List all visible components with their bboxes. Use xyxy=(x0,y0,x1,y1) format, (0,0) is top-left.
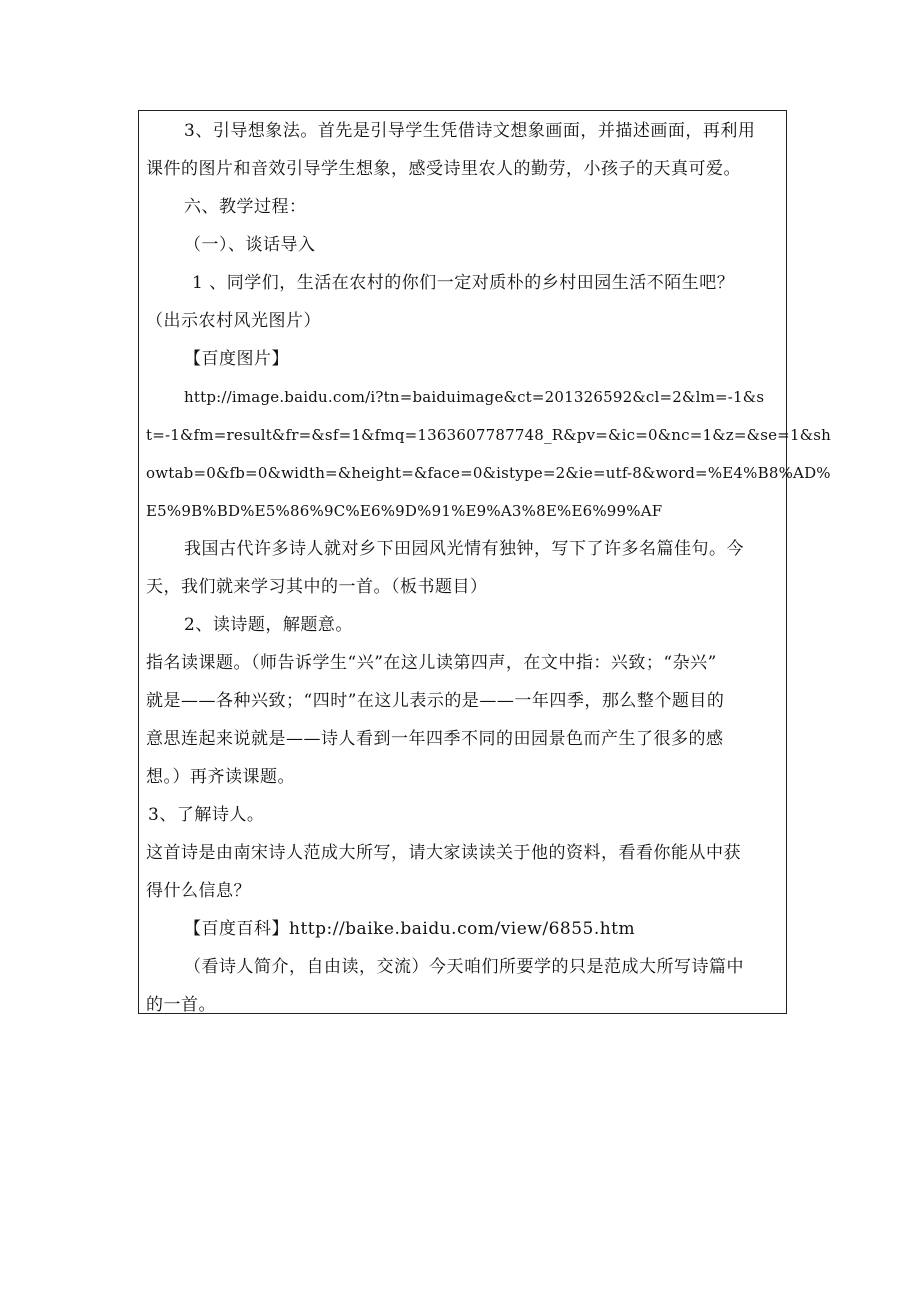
baidu-image-url-line-3[interactable]: owtab=0&fb=0&width=&height=&face=0&istype=2&ie=utf-8&word=%E4%B8%AD% xyxy=(146,464,831,482)
step-2-line-1: 指名读课题。（师告诉学生“兴”在这儿读第四声，在文中指：兴致；“杂兴” xyxy=(146,653,717,673)
poets-paragraph-line-1: 我国古代许多诗人就对乡下田园风光情有独钟，写下了许多名篇佳句。今 xyxy=(184,539,744,559)
step-1-line-1: 1 、同学们，生活在农村的你们一定对质朴的乡村田园生活不陌生吧？ xyxy=(192,273,735,293)
baidu-image-url-line-4[interactable]: E5%9B%BD%E5%86%9C%E6%9D%91%E9%A3%8E%E6%99%AF xyxy=(146,502,663,520)
baidu-baike-link-line[interactable]: 【百度百科】http://baike.baidu.com/view/6855.htm xyxy=(184,919,636,939)
baidu-image-label: 【百度图片】 xyxy=(184,349,289,369)
step-2-line-4: 想。）再齐读课题。 xyxy=(146,767,295,787)
poet-intro-line-2: 的一首。 xyxy=(146,995,216,1015)
step-3-heading: 3、了解诗人。 xyxy=(148,805,265,825)
baidu-image-url-line-1[interactable]: http://image.baidu.com/i?tn=baiduimage&ct=201326592&cl=2&lm=-1&s xyxy=(184,388,765,406)
method-3-line-1: 3、引导想象法。首先是引导学生凭借诗文想象画面，并描述画面，再利用 xyxy=(184,121,756,141)
section-heading-teaching-process: 六、教学过程： xyxy=(184,197,307,217)
step-2-line-2: 就是——各种兴致；“四时”在这儿表示的是——一年四季，那么整个题目的 xyxy=(146,691,725,711)
step-2-heading: 2、读诗题，解题意。 xyxy=(184,615,353,635)
method-3-line-2: 课件的图片和音效引导学生想象，感受诗里农人的勤劳，小孩子的天真可爱。 xyxy=(146,159,741,179)
step-1-line-2: （出示农村风光图片） xyxy=(146,311,321,331)
lesson-plan-content xyxy=(146,112,832,1024)
step-3-line-2: 得什么信息？ xyxy=(146,881,251,901)
step-2-line-3: 意思连起来说就是——诗人看到一年四季不同的田园景色而产生了很多的感 xyxy=(146,729,724,749)
poets-paragraph-line-2: 天，我们就来学习其中的一首。（板书题目） xyxy=(146,577,488,597)
step-3-line-1: 这首诗是由南宋诗人范成大所写，请大家读读关于他的资料，看看你能从中获 xyxy=(146,843,741,863)
subsection-heading-intro: （一）、谈话导入 xyxy=(184,235,316,255)
poet-intro-line-1: （看诗人简介，自由读，交流）今天咱们所要学的只是范成大所写诗篇中 xyxy=(184,957,744,977)
baidu-image-url-line-2[interactable]: t=-1&fm=result&fr=&sf=1&fmq=1363607787748_R&pv=&ic=0&nc=1&z=&se=1&sh xyxy=(146,426,832,444)
